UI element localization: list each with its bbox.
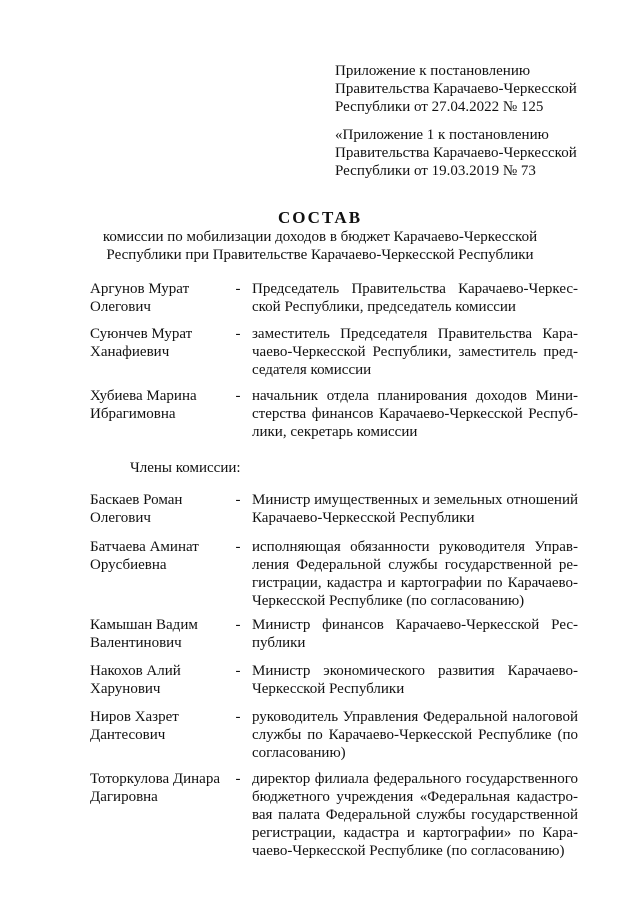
member-name-line: Дагировна xyxy=(90,789,158,805)
members-label: Члены комиссии: xyxy=(130,460,241,476)
annex-current-line: Приложение к постановлению xyxy=(335,63,531,79)
member-role-line: ской Республики, председатель комиссии xyxy=(252,299,516,315)
member-name xyxy=(90,708,235,744)
member-role-line: седателя комиссии xyxy=(252,362,372,378)
member-role xyxy=(252,770,578,860)
member-dash: - xyxy=(235,709,241,725)
member-role-line: вая палата Федеральной службы государственной xyxy=(252,807,578,823)
member-name xyxy=(90,538,235,574)
member-role xyxy=(252,708,578,762)
member-name xyxy=(90,770,235,806)
member-dash: - xyxy=(235,326,241,342)
member-role-line: службы по Карачаево-Черкесской Республике (по xyxy=(252,727,578,743)
member-role-line: Председатель Правительства Карачаево-Черкес- xyxy=(252,281,578,297)
member-role-line: начальник отдела планирования доходов Мини- xyxy=(252,388,578,404)
member-name-line: Олегович xyxy=(90,510,151,526)
member-name xyxy=(90,280,235,316)
member-name-line: Харунович xyxy=(90,681,161,697)
member-name-line: Баскаев Роман xyxy=(90,492,183,508)
member-name-line: Дантесович xyxy=(90,727,166,743)
member-name xyxy=(90,491,235,527)
member-dash: - xyxy=(235,539,241,555)
member-name-line: Ниров Хазрет xyxy=(90,709,179,725)
member-role-line: гистрации, кадастра и картографии по Карачаево- xyxy=(252,575,578,591)
member-role xyxy=(252,387,578,441)
member-role-line: стерства финансов Карачаево-Черкесской Респуб- xyxy=(252,406,578,422)
annex-current-line: Правительства Карачаево-Черкесской xyxy=(335,81,577,97)
member-role-line: заместитель Председателя Правительства Кара- xyxy=(252,326,578,342)
annex-original-line: Республики от 19.03.2019 № 73 xyxy=(335,163,536,179)
member-dash: - xyxy=(235,771,241,787)
member-name-line: Тоторкулова Динара xyxy=(90,771,220,787)
member-role-line: чаево-Черкесской Республике (по согласованию) xyxy=(252,843,565,859)
annex-current-line: Республики от 27.04.2022 № 125 xyxy=(335,99,544,115)
title-subtitle-line: комиссии по мобилизации доходов в бюджет Карачаево-Черкесской xyxy=(102,229,538,245)
annex-current-header xyxy=(335,62,605,116)
member-role-line: директор филиала федерального государственного xyxy=(252,771,578,787)
member-name-line: Аргунов Мурат xyxy=(90,281,190,297)
member-name-line: Суюнчев Мурат xyxy=(90,326,193,342)
member-name-line: Камышан Вадим xyxy=(90,617,198,633)
annex-original-header xyxy=(335,126,605,180)
member-name xyxy=(90,325,235,361)
member-role xyxy=(252,491,578,527)
member-role-line: публики xyxy=(252,635,306,651)
member-dash: - xyxy=(235,663,241,679)
member-name-line: Ханафиевич xyxy=(90,344,170,360)
member-role-line: бюджетного учреждения «Федеральная кадастро- xyxy=(252,789,578,805)
member-role-line: чаево-Черкесской Республики, заместитель пред- xyxy=(252,344,578,360)
member-role xyxy=(252,538,578,610)
member-role-line: ления Федеральной службы государственной ре- xyxy=(252,557,578,573)
member-name xyxy=(90,387,235,423)
member-role-line: регистрации, кадастра и картографии» по Кара- xyxy=(252,825,578,841)
annex-original-line: «Приложение 1 к постановлению xyxy=(335,127,549,143)
member-dash: - xyxy=(235,281,241,297)
member-name xyxy=(90,616,235,652)
member-role-line: руководитель Управления Федеральной налоговой xyxy=(252,709,578,725)
member-role-line: Карачаево-Черкесской Республики xyxy=(252,510,475,526)
member-name-line: Ибрагимовна xyxy=(90,406,176,422)
member-role-line: Черкесской Республике (по согласованию) xyxy=(252,593,525,609)
member-role xyxy=(252,325,578,379)
member-name-line: Батчаева Аминат xyxy=(90,539,199,555)
member-role-line: Министр финансов Карачаево-Черкесской Рес- xyxy=(252,617,578,633)
member-dash: - xyxy=(235,492,241,508)
member-name xyxy=(90,662,235,698)
member-role-line: исполняющая обязанности руководителя Управ- xyxy=(252,539,578,555)
member-name-line: Накохов Алий xyxy=(90,663,181,679)
member-role xyxy=(252,662,578,698)
member-role-line: лики, секретарь комиссии xyxy=(252,424,418,440)
title-heading: СОСТАВ xyxy=(277,208,363,227)
member-role xyxy=(252,280,578,316)
document-title xyxy=(0,208,640,264)
member-name-line: Хубиева Марина xyxy=(90,388,197,404)
member-dash: - xyxy=(235,617,241,633)
member-role-line: Черкесской Республики xyxy=(252,681,405,697)
member-name-line: Орусбиевна xyxy=(90,557,167,573)
annex-original-line: Правительства Карачаево-Черкесской xyxy=(335,145,577,161)
member-role-line: Министр экономического развития Карачаево- xyxy=(252,663,578,679)
member-role xyxy=(252,616,578,652)
member-name-line: Валентинович xyxy=(90,635,182,651)
member-dash: - xyxy=(235,388,241,404)
member-role-line: Министр имущественных и земельных отношений xyxy=(252,492,578,508)
member-name-line: Олегович xyxy=(90,299,151,315)
title-subtitle-line: Республики при Правительстве Карачаево-Черкесской Республики xyxy=(106,247,534,263)
member-role-line: согласованию) xyxy=(252,745,346,761)
